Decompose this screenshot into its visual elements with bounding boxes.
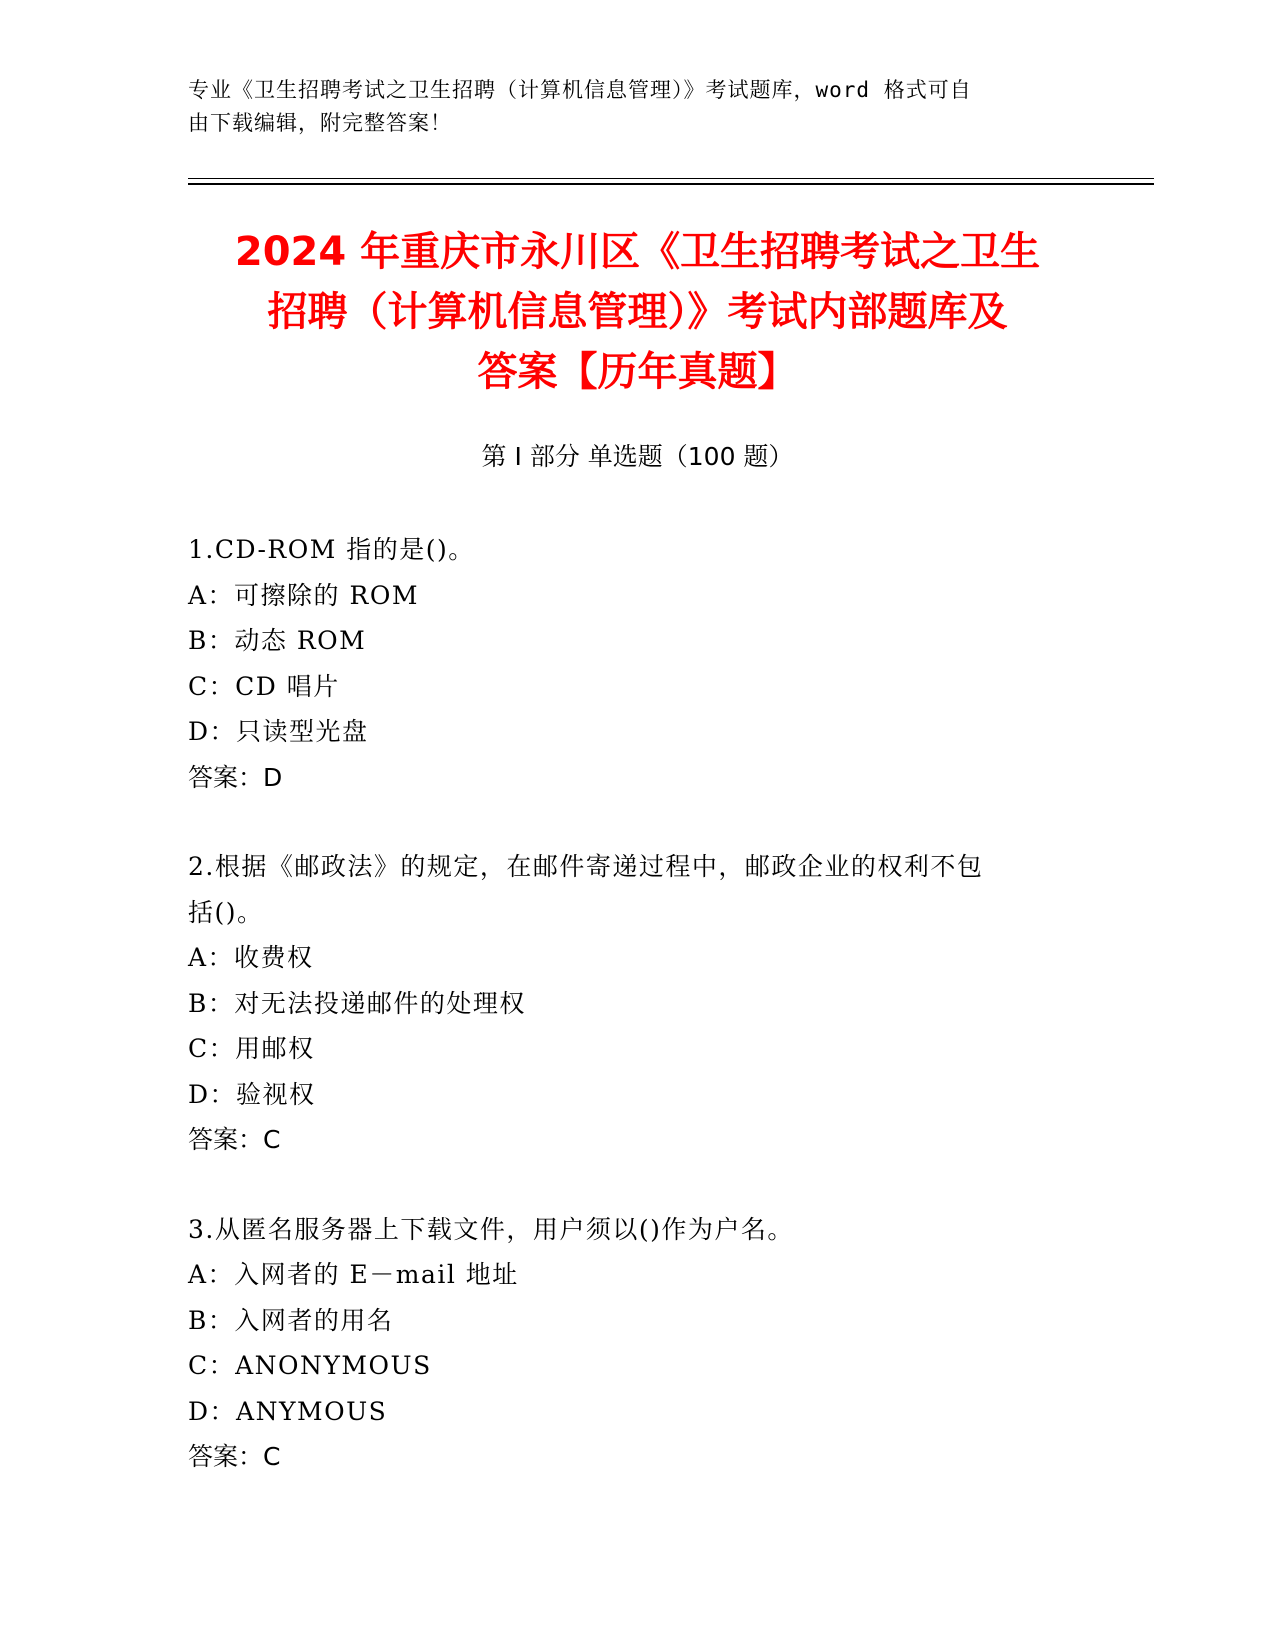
document-title-line-3: 答案【历年真题】 bbox=[477, 349, 798, 395]
question-2 bbox=[188, 844, 1068, 1163]
header-divider-thin bbox=[188, 178, 1154, 179]
header-divider-thick bbox=[188, 183, 1154, 185]
question-list bbox=[188, 527, 1068, 1524]
option-d: D：ANYMOUS bbox=[188, 1396, 388, 1426]
option-a: A：收费权 bbox=[188, 943, 314, 972]
option-a: A：可擦除的 ROM bbox=[188, 580, 419, 610]
section-title: 第 I 部分 单选题（100 题） bbox=[481, 442, 794, 471]
document-title-line-2: 招聘（计算机信息管理）》考试内部题库及 bbox=[267, 289, 1008, 335]
document-title bbox=[150, 222, 1125, 402]
answer: 答案：C bbox=[188, 1125, 281, 1154]
option-c: C：用邮权 bbox=[188, 1034, 315, 1063]
option-b: B：动态 ROM bbox=[188, 626, 367, 655]
option-c: C：CD 唱片 bbox=[188, 671, 340, 701]
option-d: D：验视权 bbox=[188, 1079, 316, 1109]
question-stem: 1.CD-ROM 指的是()。 bbox=[188, 535, 475, 564]
question-stem: 3.从匿名服务器上下载文件，用户须以()作为户名。 bbox=[188, 1214, 794, 1244]
header-note-line-2: 由下载编辑，附完整答案！ bbox=[188, 111, 452, 135]
answer: 答案：D bbox=[188, 762, 283, 792]
question-stem-continued: 括()。 bbox=[188, 897, 264, 927]
document-title-line-1: 2024 年重庆市永川区《卫生招聘考试之卫生 bbox=[234, 229, 1041, 275]
option-b: B：对无法投递邮件的处理权 bbox=[188, 988, 526, 1018]
question-3 bbox=[188, 1207, 1068, 1480]
header-note bbox=[188, 74, 1068, 140]
option-b: B：入网者的用名 bbox=[188, 1305, 394, 1335]
question-1 bbox=[188, 527, 1068, 800]
option-c: C：ANONYMOUS bbox=[188, 1351, 432, 1380]
answer: 答案：C bbox=[188, 1442, 281, 1471]
option-a: A：入网者的 E－mail 地址 bbox=[188, 1260, 519, 1289]
question-stem: 2.根据《邮政法》的规定，在邮件寄递过程中，邮政企业的权利不包 bbox=[188, 852, 984, 881]
header-note-line-1: 专业《卫生招聘考试之卫生招聘（计算机信息管理）》考试题库，word 格式可自 bbox=[188, 78, 972, 102]
option-d: D：只读型光盘 bbox=[188, 717, 369, 746]
